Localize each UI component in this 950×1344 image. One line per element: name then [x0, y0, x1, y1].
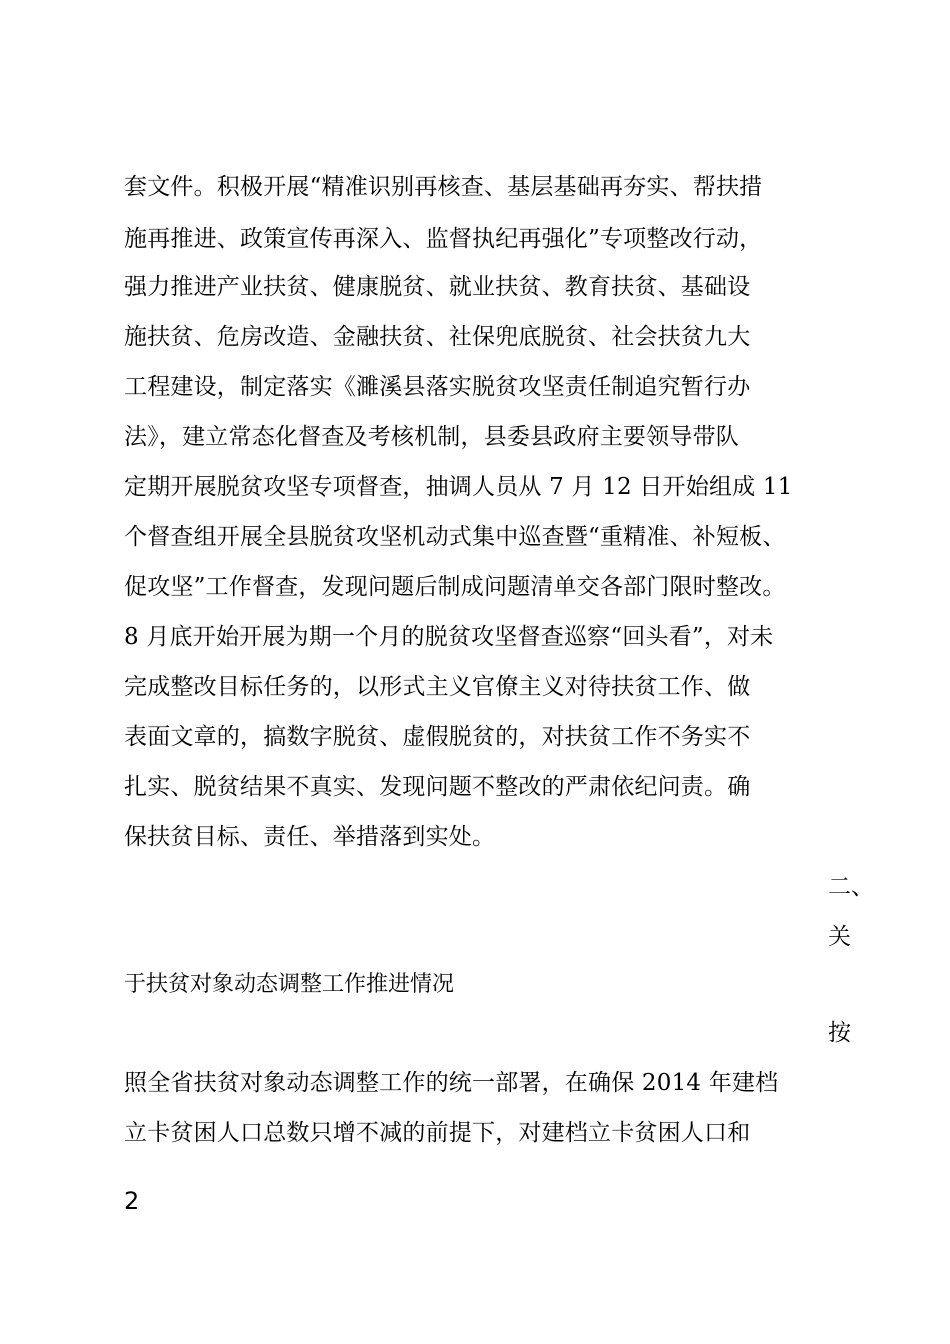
paragraph-line: 施再推进、政策宣传再深入、监督执纪再强化”专项整改行动， [124, 226, 763, 252]
page-number: 2 [124, 1187, 140, 1215]
paragraph-line: 促攻坚”工作督查，发现问题后制成问题清单交各部门限时整改。 [124, 574, 786, 600]
section-heading: 于扶贫对象动态调整工作推进情况 [124, 972, 455, 997]
section-heading-fragment: 关 [828, 924, 851, 950]
paragraph-line: 强力推进产业扶贫、健康脱贫、就业扶贫、教育扶贫、基础设 [124, 274, 751, 300]
paragraph-line: 立卡贫困人口总数只增不减的前提下，对建档立卡贫困人口和 [124, 1120, 751, 1146]
paragraph-line: 定期开展脱贫攻坚专项督查，抽调人员从 7 月 12 日开始组成 11 [124, 474, 793, 500]
paragraph-line: 照全省扶贫对象动态调整工作的统一部署，在确保 2014 年建档 [124, 1070, 779, 1096]
paragraph-start-fragment: 按 [828, 1020, 851, 1046]
paragraph-line: 套文件。积极开展“精准识别再核查、基层基础再夯实、帮扶措 [124, 174, 763, 200]
paragraph-line: 施扶贫、危房改造、金融扶贫、社保兜底脱贫、社会扶贫九大 [124, 324, 751, 350]
paragraph-line: 工程建设，制定落实《濉溪县落实脱贫攻坚责任制追究暂行办 [124, 374, 751, 400]
section-heading-number: 二、 [828, 874, 874, 900]
paragraph-line: 表面文章的，搞数字脱贫、虚假脱贫的，对扶贫工作不务实不 [124, 724, 751, 750]
paragraph-line: 8 月底开始开展为期一个月的脱贫攻坚督查巡察“回头看”，对未 [124, 624, 774, 650]
paragraph-line: 个督查组开展全县脱贫攻坚机动式集中巡查暨“重精准、补短板、 [124, 524, 786, 550]
paragraph-line: 法》，建立常态化督查及考核机制，县委县政府主要领导带队 [124, 424, 739, 450]
paragraph-line: 扎实、脱贫结果不真实、发现问题不整改的严肃依纪问责。确 [124, 774, 751, 800]
paragraph-line: 完成整改目标任务的，以形式主义官僚主义对待扶贫工作、做 [124, 674, 751, 700]
paragraph-line: 保扶贫目标、责任、举措落到实处。 [124, 824, 496, 850]
